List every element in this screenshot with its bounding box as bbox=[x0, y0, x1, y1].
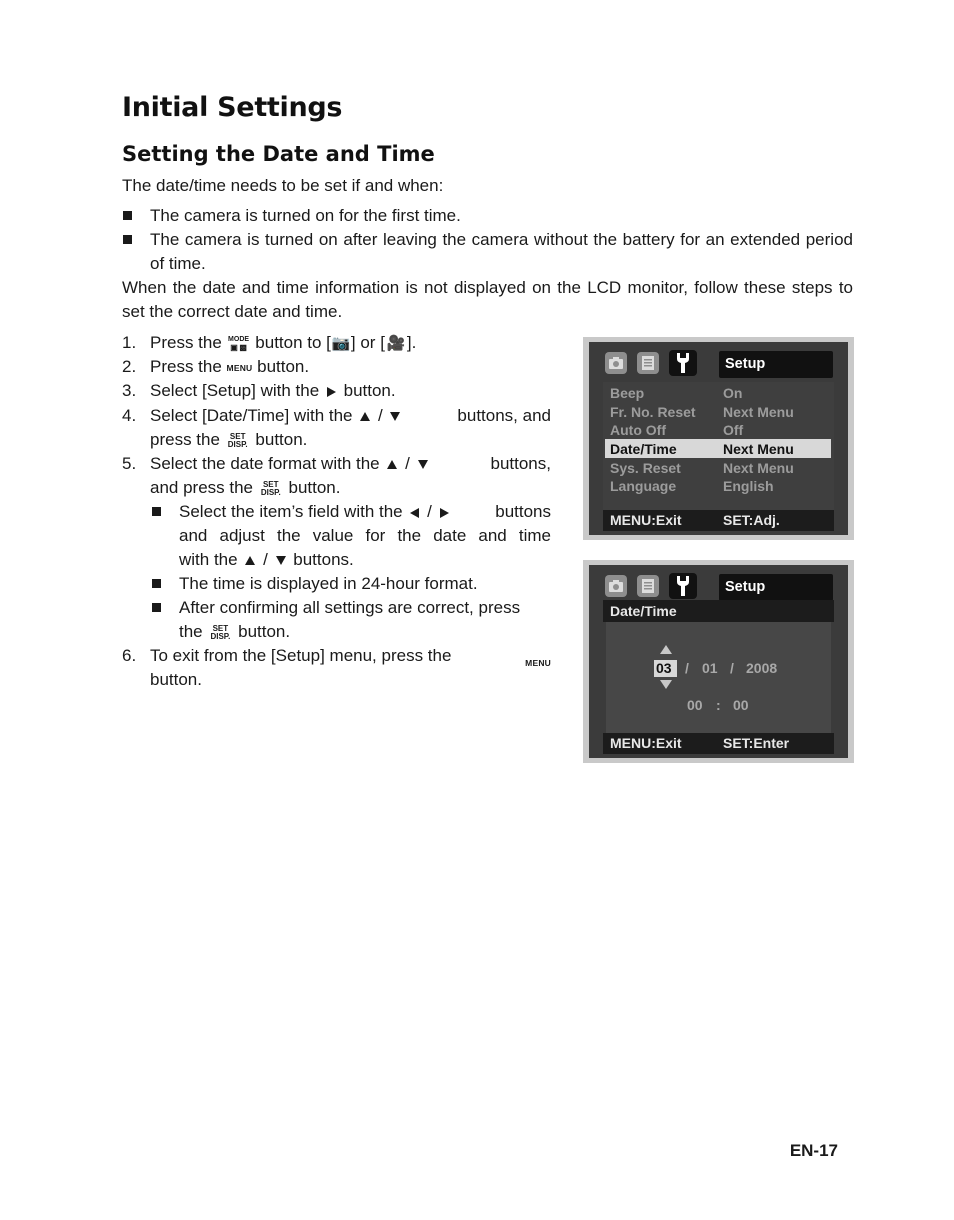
right-arrow-icon bbox=[327, 387, 336, 397]
lcd-date-panel bbox=[606, 622, 831, 733]
video-camera-icon: 🎥 bbox=[386, 334, 406, 352]
lcd-row-label: Language bbox=[610, 478, 677, 494]
step-5-cont: and press the SET DISP. button. bbox=[150, 478, 341, 497]
lcd-date-year: 2008 bbox=[746, 660, 778, 676]
step-4: Select [Date/Time] with the / buttons, and bbox=[150, 406, 551, 425]
lcd-screen bbox=[589, 342, 848, 535]
step-4-cont: press the SET DISP. button. bbox=[150, 430, 308, 449]
step-number: 3. bbox=[122, 381, 137, 400]
lcd-footer-left: MENU:Exit bbox=[610, 512, 682, 528]
camera-mode-icon bbox=[605, 575, 627, 597]
lcd-footer-left: MENU:Exit bbox=[610, 735, 682, 751]
condition-note: When the date and time information is not displayed on the LCD monitor, follow these steps to set the correct date and time. bbox=[122, 278, 853, 321]
sub-bullet-1-end: with the / buttons. bbox=[179, 550, 354, 569]
up-arrow-icon bbox=[387, 460, 397, 469]
step-3: Select [Setup] with the button. bbox=[150, 381, 396, 400]
lcd-date-sep: / bbox=[730, 660, 734, 676]
lcd-row-value: Off bbox=[723, 422, 744, 438]
wrench-icon bbox=[669, 350, 697, 376]
lcd-date-sep: / bbox=[685, 660, 689, 676]
mode-button-icon: MODE ▣ ▩ bbox=[228, 335, 250, 352]
step-6: To exit from the [Setup] menu, press the MENU bbox=[150, 644, 551, 675]
lcd-footer bbox=[603, 510, 834, 531]
bullet-square bbox=[123, 235, 132, 244]
lcd-row-label: Auto Off bbox=[610, 422, 666, 438]
step-number: 2. bbox=[122, 357, 137, 376]
lcd-screen bbox=[589, 565, 848, 758]
sub-bullet-2: The time is displayed in 24-hour format. bbox=[179, 574, 478, 593]
lcd-time-sep: : bbox=[716, 697, 721, 713]
lcd-setup-menu bbox=[583, 337, 854, 540]
step-6-cont: button. bbox=[150, 670, 202, 689]
lcd-row-label: Beep bbox=[610, 385, 645, 401]
sub-bullet-1: Select the item’s field with the / buttons bbox=[179, 502, 551, 521]
lcd-row-label: Date/Time bbox=[610, 441, 677, 457]
lcd-row-label: Sys. Reset bbox=[610, 460, 681, 476]
wrench-icon bbox=[669, 573, 697, 599]
sub-bullet-3-cont: the SET DISP. button. bbox=[179, 622, 291, 641]
condition-item: The camera is turned on after leaving the camera without the battery for an extended period of time. bbox=[150, 230, 853, 273]
lcd-footer-right: SET:Enter bbox=[723, 735, 790, 751]
bullet-square bbox=[152, 507, 161, 516]
down-arrow-icon bbox=[276, 556, 286, 565]
lcd-time-minute: 00 bbox=[733, 697, 749, 713]
intro-text: The date/time needs to be set if and when: bbox=[122, 176, 444, 195]
bullet-square bbox=[152, 603, 161, 612]
step-number: 6. bbox=[122, 646, 137, 665]
condition-item: The camera is turned on for the first time. bbox=[150, 206, 461, 225]
lcd-row-value: Next Menu bbox=[723, 441, 794, 457]
down-arrow-icon bbox=[390, 412, 400, 421]
lcd-row-value: On bbox=[723, 385, 743, 401]
set-disp-button-icon: SET DISP. bbox=[260, 479, 281, 497]
lcd-panel-header bbox=[603, 600, 834, 622]
left-arrow-icon bbox=[410, 508, 419, 518]
list-icon bbox=[637, 575, 659, 597]
lcd-footer bbox=[603, 733, 834, 754]
list-icon bbox=[637, 352, 659, 374]
step-2: Press the MENU button. bbox=[150, 355, 309, 380]
step-number: 5. bbox=[122, 454, 137, 473]
lcd-up-arrow-icon bbox=[660, 645, 672, 654]
step-number: 4. bbox=[122, 406, 137, 425]
step-number: 1. bbox=[122, 333, 137, 352]
lcd-date-day: 03 bbox=[656, 660, 672, 676]
step-1: Press the MODE ▣ ▩ button to [📷] or [ 🎥]. bbox=[150, 333, 417, 352]
menu-button-icon: MENU bbox=[226, 362, 253, 373]
lcd-time-hour: 00 bbox=[687, 697, 703, 713]
set-disp-button-icon: SET DISP. bbox=[210, 623, 231, 641]
lcd-header: Setup bbox=[719, 351, 833, 378]
lcd-header: Setup bbox=[719, 574, 833, 601]
page-title: Initial Settings bbox=[122, 92, 343, 123]
bullet-square bbox=[123, 211, 132, 220]
sub-bullet-3: After confirming all settings are correct, press bbox=[179, 598, 521, 617]
page-number: EN-17 bbox=[789, 1141, 838, 1160]
lcd-down-arrow-icon bbox=[660, 680, 672, 689]
set-disp-button-icon: SET DISP. bbox=[227, 431, 248, 449]
up-arrow-icon bbox=[360, 412, 370, 421]
right-arrow-icon bbox=[440, 508, 449, 518]
camera-mode-icon bbox=[605, 352, 627, 374]
sub-bullet-1-cont: and adjust the value for the date and time bbox=[179, 526, 551, 545]
lcd-panel-title: Date/Time bbox=[610, 603, 677, 619]
lcd-row-value: Next Menu bbox=[723, 460, 794, 476]
lcd-footer-right: SET:Adj. bbox=[723, 512, 780, 528]
lcd-date-time bbox=[583, 560, 854, 763]
lcd-row-value: Next Menu bbox=[723, 404, 794, 420]
camera-icon: 📷 bbox=[331, 334, 351, 352]
step-5: Select the date format with the / buttons, bbox=[150, 454, 551, 473]
lcd-row-value: English bbox=[723, 478, 774, 494]
menu-button-icon: MENU bbox=[525, 658, 551, 668]
bullet-square bbox=[152, 579, 161, 588]
section-title: Setting the Date and Time bbox=[122, 142, 435, 166]
lcd-date-month: 01 bbox=[702, 660, 718, 676]
down-arrow-icon bbox=[418, 460, 428, 469]
up-arrow-icon bbox=[245, 556, 255, 565]
lcd-row-label: Fr. No. Reset bbox=[610, 404, 696, 420]
